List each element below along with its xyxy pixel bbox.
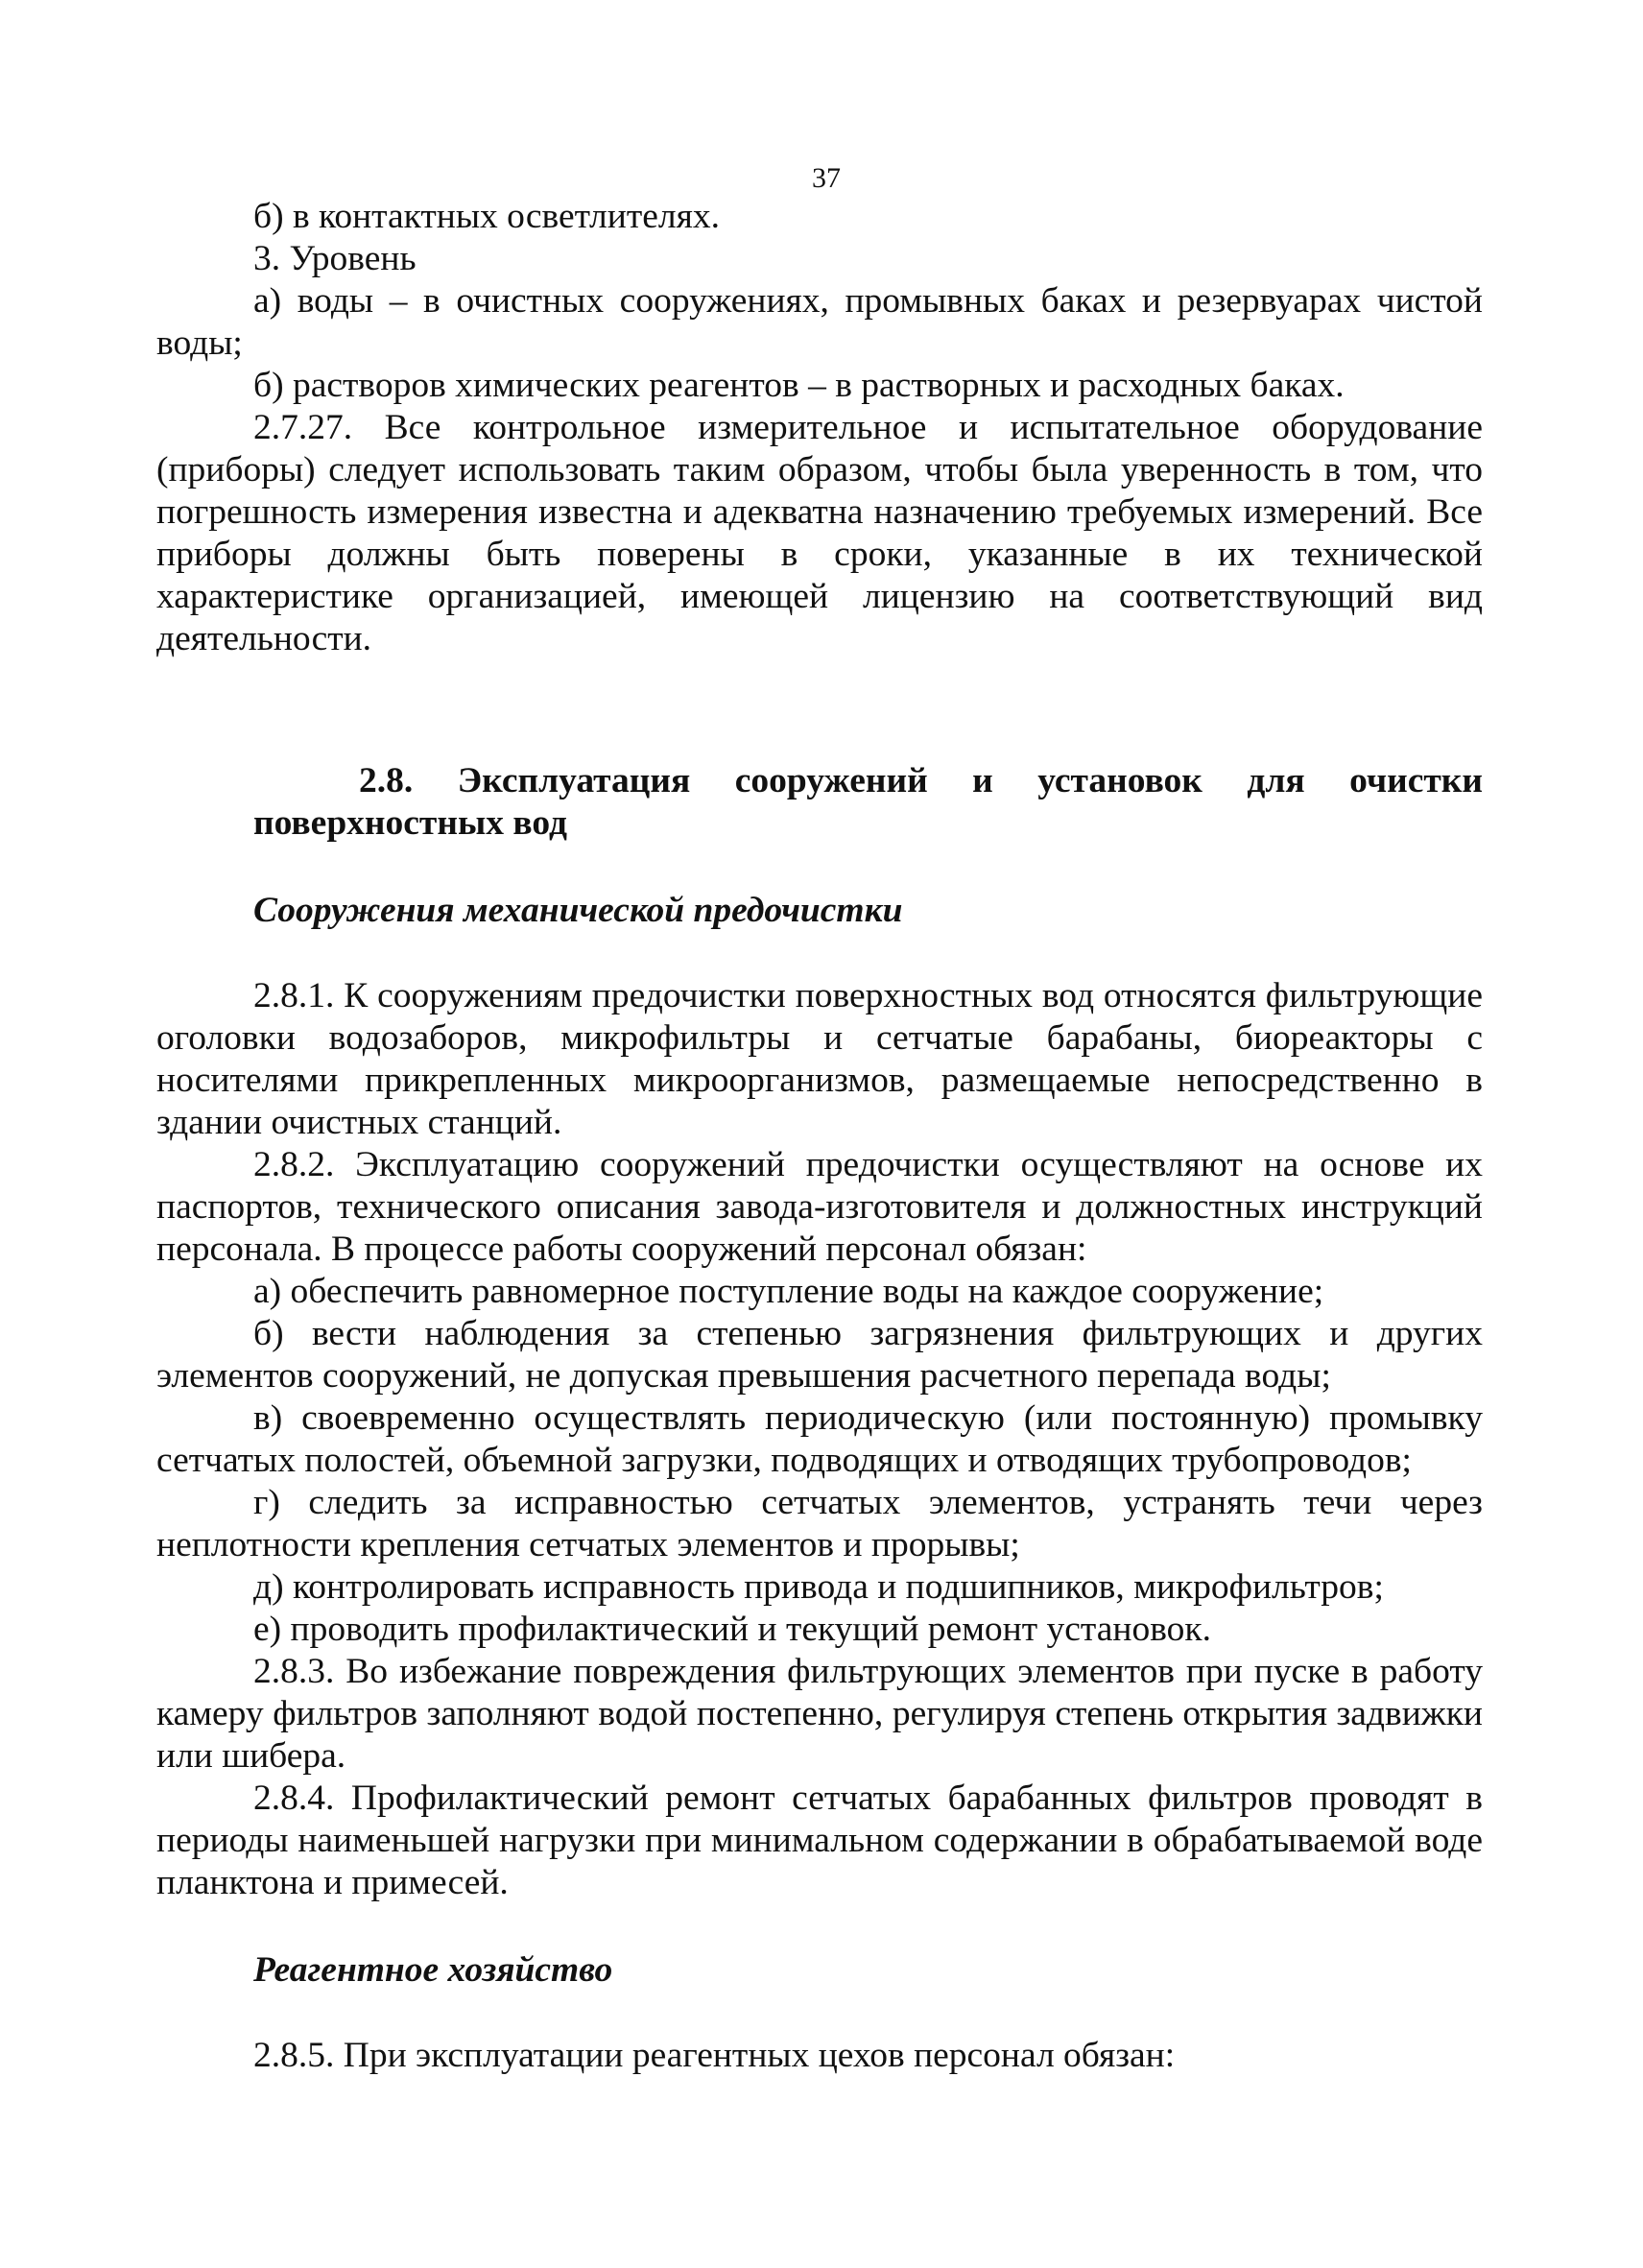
paragraph-2-8-1: 2.8.1. К сооружениям предочистки поверхностных вод относятся фильтрующие оголовки водозаборов, микрофильтры и сетчатые барабаны, биореакторы с носителями прикрепленных микроорганизмов, размещаемые непосредственно в здании очистных станций.	[156, 976, 1483, 1142]
prelude-item-b: б) в контактных осветлителях.	[253, 197, 720, 236]
paragraph-2-8-3: 2.8.3. Во избежание повреждения фильтрующих элементов при пуске в работу камеру фильтров заполняют водой постепенно, регулируя степень открытия задвижки или шибера.	[156, 1652, 1483, 1776]
prelude-item-a-water: а) воды – в очистных сооружениях, промывных баках и резервуарах чистой воды;	[156, 281, 1483, 363]
list-item-b: б) вести наблюдения за степенью загрязнения фильтрующих и других элементов сооружений, не допуская превышения расчетного перепада воды;	[156, 1314, 1483, 1396]
prelude-item-b-reagents: б) растворов химических реагентов – в растворных и расходных баках.	[253, 366, 1345, 405]
list-item-a: а) обеспечить равномерное поступление воды на каждое сооружение;	[253, 1272, 1324, 1311]
section-title	[156, 760, 1483, 845]
list-item-v: в) своевременно осуществлять периодическую (или постоянную) промывку сетчатых полостей, объемной загрузки, подводящих и отводящих трубопроводов;	[156, 1398, 1483, 1480]
page-number: 37	[812, 162, 841, 194]
list-item-g: г) следить за исправностью сетчатых элементов, устранять течи через неплотности крепления сетчатых элементов и прорывы;	[156, 1483, 1483, 1564]
paragraph-2-7-27: 2.7.27. Все контрольное измерительное и испытательное оборудование (приборы) следует использовать таким образом, чтобы была уверенность в том, что погрешность измерения известна и адекватна назначению требуемых измерений. Все приборы должны быть поверены в сроки, указанные в их технической характеристике организацией, имеющей лицензию на соответствующий вид деятельности.	[156, 408, 1483, 658]
subsection-heading-mechanical-pretreatment: Сооружения механической предочистки	[253, 891, 903, 930]
list-item-e: е) проводить профилактический и текущий ремонт установок.	[253, 1610, 1211, 1649]
section-title-line-2: поверхностных вод	[253, 803, 567, 843]
list-item-d: д) контролировать исправность привода и подшипников, микрофильтров;	[253, 1567, 1384, 1607]
section-title-line-1: 2.8. Эксплуатация сооружений и установок для очистки	[359, 761, 1483, 800]
document-body	[156, 196, 1483, 2077]
subsection-heading-reagent-facilities: Реагентное хозяйство	[253, 1950, 613, 1990]
paragraph-2-8-5: 2.8.5. При эксплуатации реагентных цехов персонал обязан:	[253, 2036, 1176, 2075]
prelude-item-3: 3. Уровень	[253, 239, 417, 278]
paragraph-2-8-2: 2.8.2. Эксплуатацию сооружений предочистки осуществляют на основе их паспортов, технического описания завода-изготовителя и должностных инструкций персонала. В процессе работы сооружений персонал обязан:	[156, 1145, 1483, 1269]
paragraph-2-8-4: 2.8.4. Профилактический ремонт сетчатых барабанных фильтров проводят в периоды наименьшей нагрузки при минимальном содержании в обрабатываемой воде планктона и примесей.	[156, 1779, 1483, 1902]
